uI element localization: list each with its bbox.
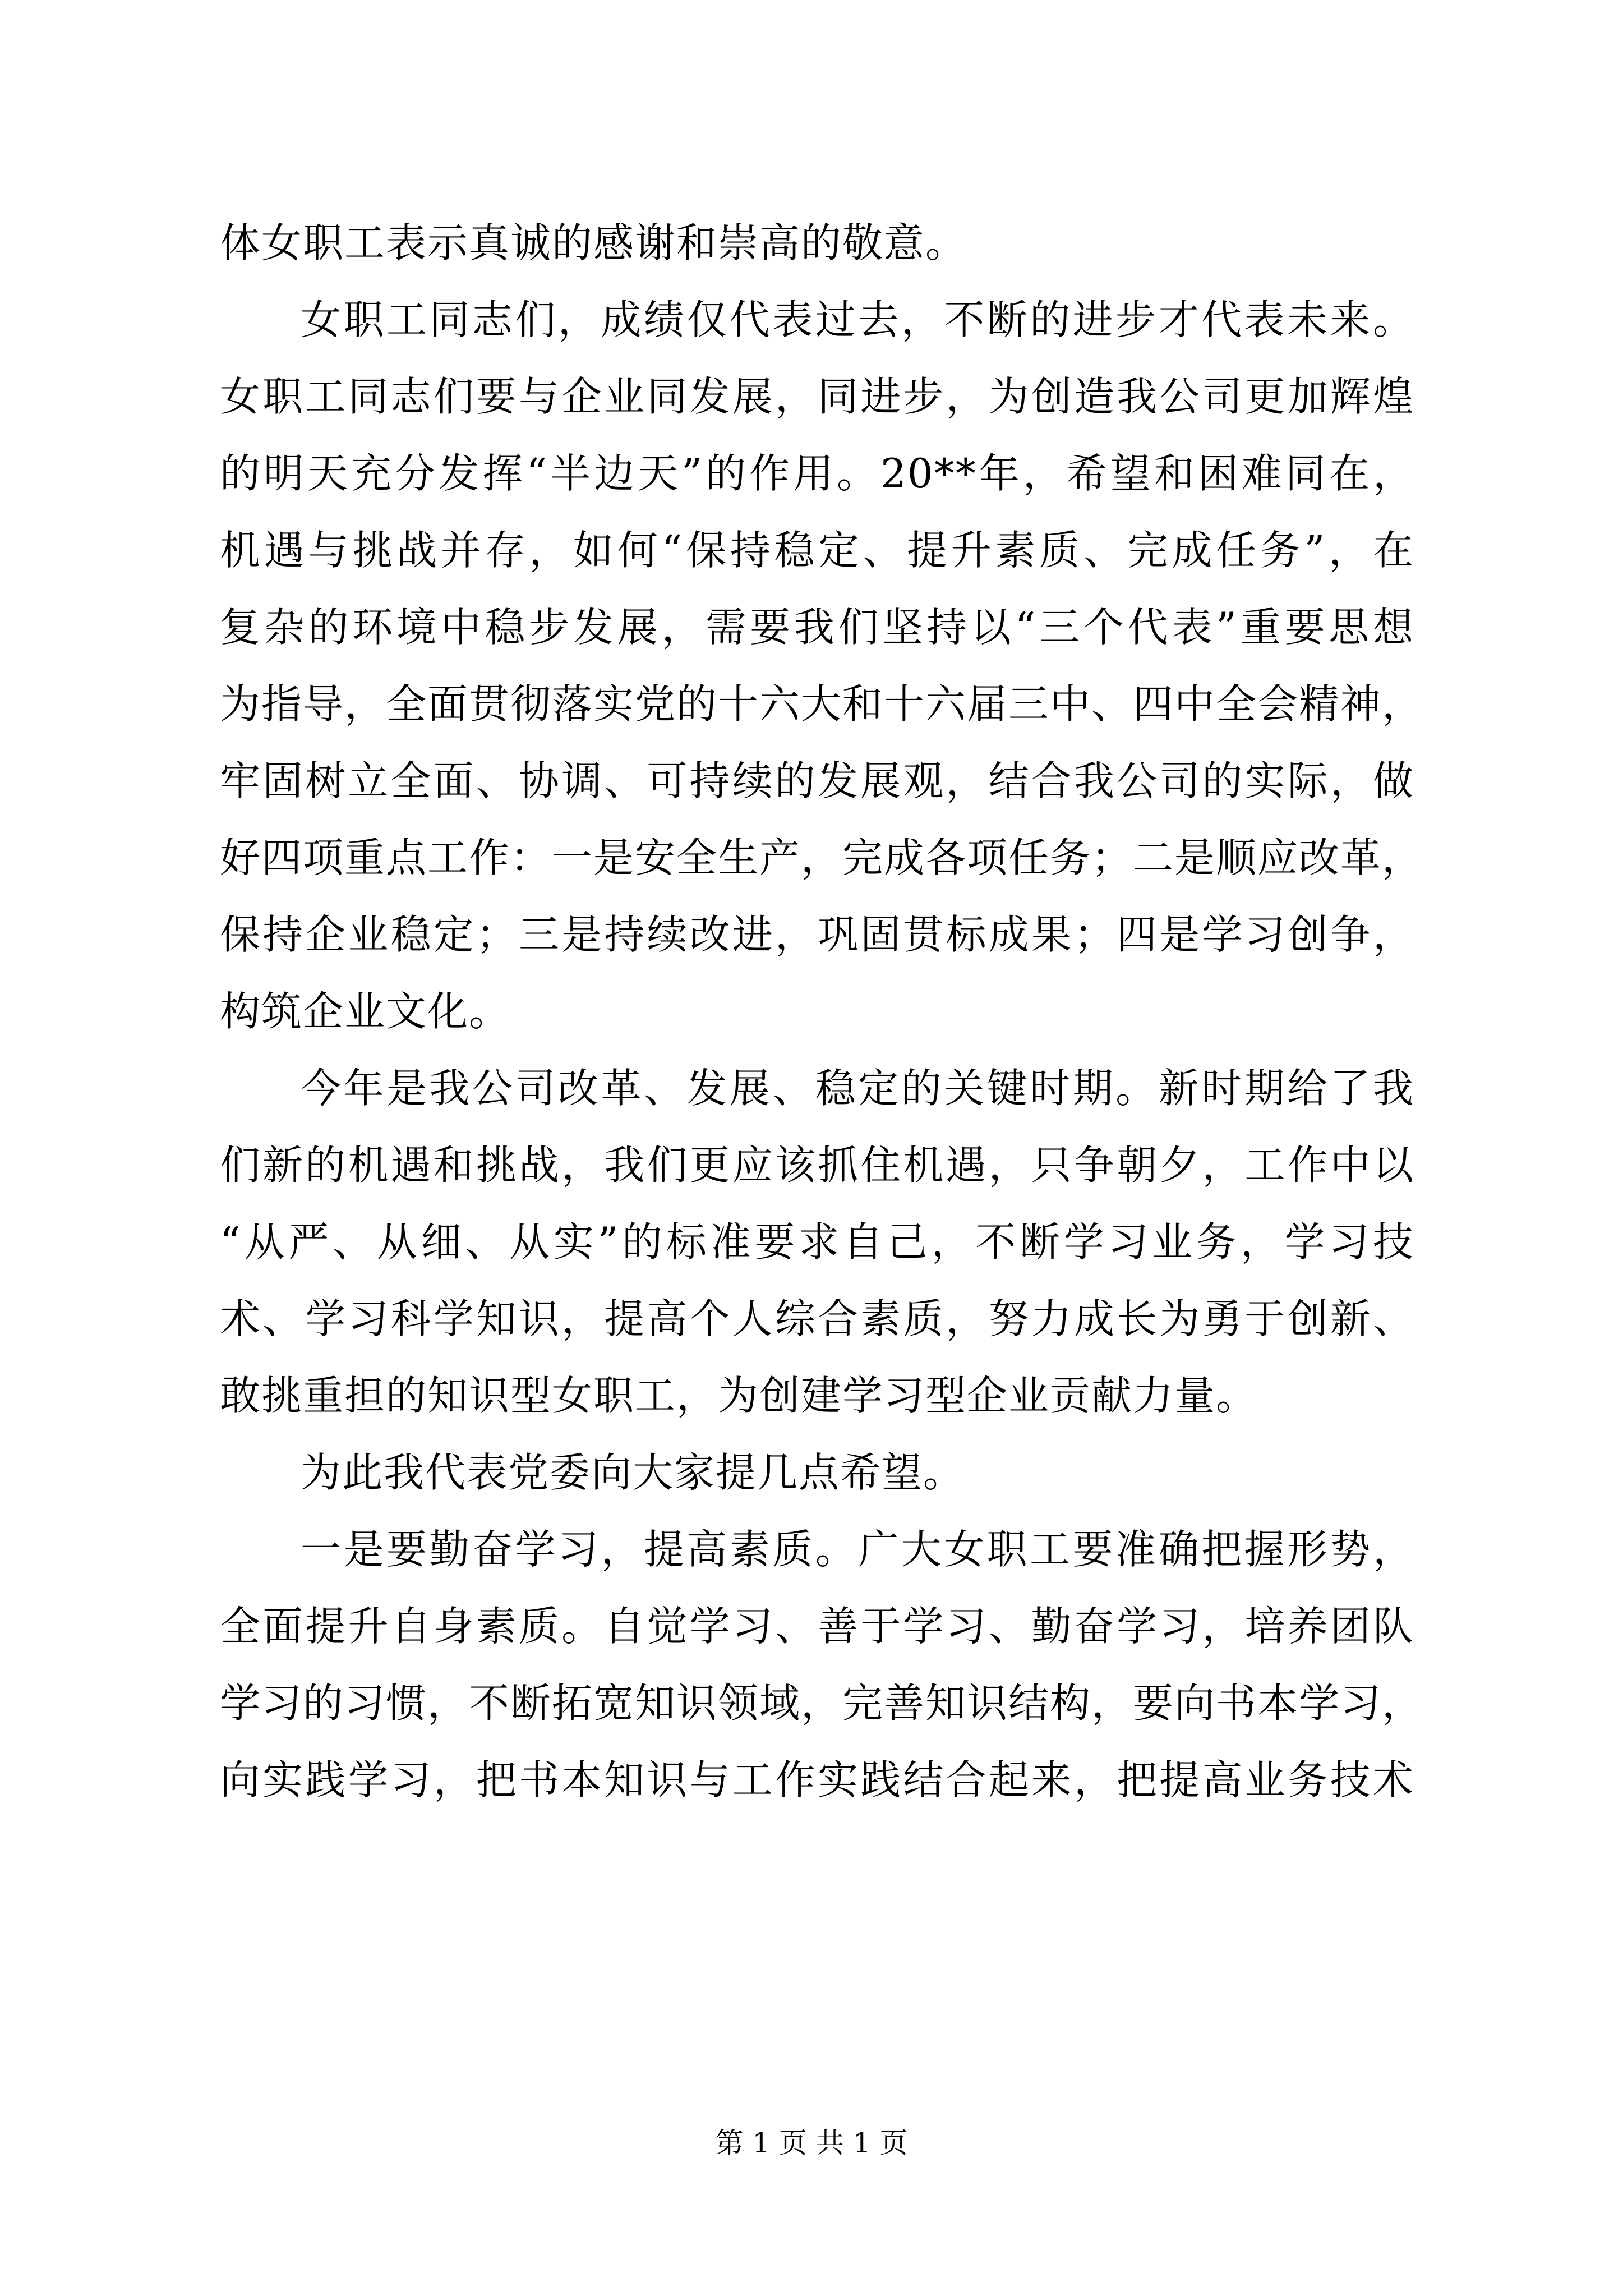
page-number-label: 第 1 页 共 1 页 xyxy=(715,2127,908,2159)
text-line-6: 复杂的环境中稳步发展，需要我们坚持以“三个代表”重要思想 xyxy=(220,604,1414,651)
text-line-5: 机遇与挑战并存，如何“保持稳定、提升素质、完成任务”，在 xyxy=(220,527,1414,574)
text-line-14: “从严、从细、从实”的标准要求自己，不断学习业务，学习技 xyxy=(220,1218,1414,1266)
text-line-1: 体女职工表示真诚的感谢和崇高的敬意。 xyxy=(220,219,967,266)
text-line-15: 术、学习科学知识，提高个人综合素质，努力成长为勇于创新、 xyxy=(220,1295,1414,1342)
text-line-18: 一是要勤奋学习，提高素质。广大女职工要准确把握形势， xyxy=(301,1526,1414,1573)
text-line-12: 今年是我公司改革、发展、稳定的关键时期。新时期给了我 xyxy=(301,1065,1414,1112)
text-line-16: 敢挑重担的知识型女职工，为创建学习型企业贡献力量。 xyxy=(220,1372,1258,1419)
page-footer xyxy=(0,2123,1623,2162)
text-line-19: 全面提升自身素质。自觉学习、善于学习、勤奋学习，培养团队 xyxy=(220,1603,1414,1650)
text-line-9: 好四项重点工作：一是安全生产，完成各项任务；二是顺应改革， xyxy=(220,834,1424,881)
text-line-7: 为指导，全面贯彻落实党的十六大和十六届三中、四中全会精神， xyxy=(220,680,1424,728)
text-line-21: 向实践学习，把书本知识与工作实践结合起来，把提高业务技术 xyxy=(220,1756,1414,1803)
text-line-20: 学习的习惯，不断拓宽知识领域，完善知识结构，要向书本学习， xyxy=(220,1680,1424,1727)
text-line-4: 的明天充分发挥“半边天”的作用。20**年，希望和困难同在， xyxy=(220,450,1414,497)
text-line-17: 为此我代表党委向大家提几点希望。 xyxy=(301,1449,965,1496)
text-line-11: 构筑企业文化。 xyxy=(220,988,511,1035)
text-line-8: 牢固树立全面、协调、可持续的发展观，结合我公司的实际，做 xyxy=(220,757,1414,804)
text-line-13: 们新的机遇和挑战，我们更应该抓住机遇，只争朝夕，工作中以 xyxy=(220,1142,1414,1189)
text-line-10: 保持企业稳定；三是持续改进，巩固贯标成果；四是学习创争， xyxy=(220,911,1414,958)
text-line-2: 女职工同志们，成绩仅代表过去，不断的进步才代表未来。 xyxy=(301,296,1414,343)
text-line-3: 女职工同志们要与企业同发展，同进步，为创造我公司更加辉煌 xyxy=(220,373,1414,420)
